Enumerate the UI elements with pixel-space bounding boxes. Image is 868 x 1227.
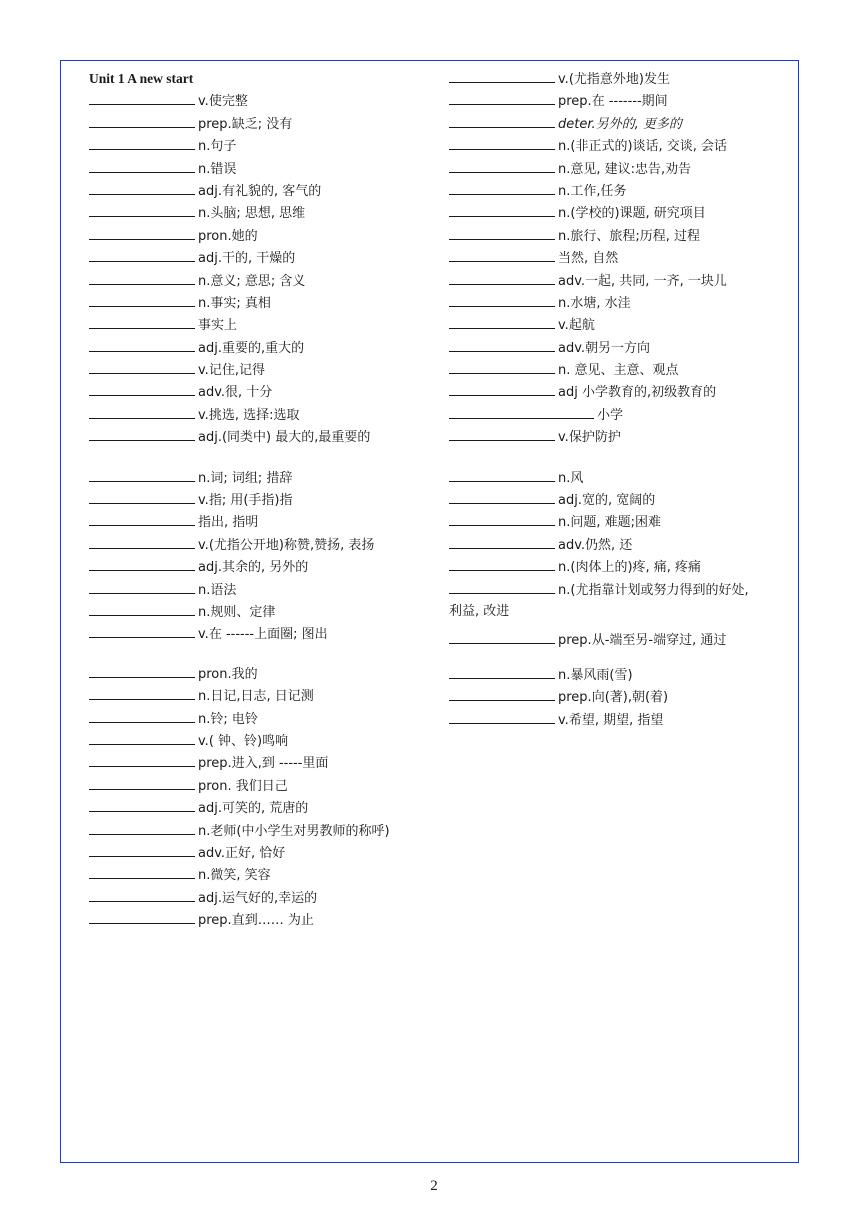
answer-blank[interactable] (89, 797, 195, 812)
answer-blank[interactable] (449, 426, 555, 441)
vocab-row: v.指; 用(手指)指 (89, 489, 434, 511)
answer-blank[interactable] (89, 90, 195, 105)
answer-blank[interactable] (89, 775, 195, 790)
answer-blank[interactable] (89, 359, 195, 374)
vocab-row: v.在 ------上面圈; 图出 (89, 623, 434, 645)
answer-blank[interactable] (89, 820, 195, 835)
vocab-row: 当然, 自然 (449, 247, 794, 269)
vocab-row: prep.向(著),朝(着) (449, 686, 794, 708)
answer-blank[interactable] (89, 909, 195, 924)
vocab-row: adj.宽的, 宽阔的 (449, 489, 794, 511)
vocab-row: v.希望, 期望, 指望 (449, 709, 794, 731)
answer-blank[interactable] (449, 314, 555, 329)
vocab-row: n.意见, 建议:忠告,劝告 (449, 158, 794, 180)
vocab-row: v.保护防护 (449, 426, 794, 448)
vocab-row: prep.进入,到 -----里面 (89, 752, 434, 774)
answer-blank[interactable] (89, 158, 195, 173)
answer-blank[interactable] (89, 887, 195, 902)
vocab-row: v.挑选, 选择:选取 (89, 404, 434, 426)
answer-blank[interactable] (89, 511, 195, 526)
vocab-row: adj.有礼貌的, 客气的 (89, 180, 434, 202)
vocab-row: n.旅行、旅程;历程, 过程 (449, 225, 794, 247)
answer-blank[interactable] (449, 467, 555, 482)
vocab-row: v.(尤指公开地)称赞,赞扬, 表扬 (89, 534, 434, 556)
vocab-row: n.意义; 意思; 含义 (89, 270, 434, 292)
answer-blank[interactable] (89, 556, 195, 571)
vocab-row: adj.运气好的,幸运的 (89, 887, 434, 909)
answer-blank[interactable] (89, 708, 195, 723)
vocab-row: adv.一起, 共同, 一齐, 一块儿 (449, 270, 794, 292)
vocab-row: v.使完整 (89, 90, 434, 112)
answer-blank[interactable] (449, 225, 555, 240)
answer-blank[interactable] (449, 292, 555, 307)
answer-blank[interactable] (89, 270, 195, 285)
answer-blank[interactable] (449, 709, 555, 724)
unit-title: Unit 1 A new start (89, 71, 194, 86)
vocab-row: 小学 (449, 404, 794, 426)
vocab-row: n.工作,任务 (449, 180, 794, 202)
answer-blank[interactable] (449, 511, 555, 526)
vocab-row: v.( 钟、铃)鸣响 (89, 730, 434, 752)
vocab-row: pron.她的 (89, 225, 434, 247)
vocab-row: deter.另外的, 更多的 (449, 113, 794, 135)
vocab-row: prep.在 -------期间 (449, 90, 794, 112)
answer-blank[interactable] (89, 247, 195, 262)
vocab-row: n.事实; 真相 (89, 292, 434, 314)
answer-blank[interactable] (89, 381, 195, 396)
answer-blank[interactable] (89, 404, 195, 419)
vocab-row: 指出, 指明 (89, 511, 434, 533)
vocab-row: adj.干的, 干燥的 (89, 247, 434, 269)
vocab-row: n.微笑, 笑容 (89, 864, 434, 886)
left-column (89, 68, 434, 931)
vocab-row: pron.我的 (89, 663, 434, 685)
answer-blank[interactable] (89, 202, 195, 217)
answer-blank[interactable] (89, 467, 195, 482)
answer-blank[interactable] (449, 534, 555, 549)
answer-blank[interactable] (89, 225, 195, 240)
answer-blank[interactable] (449, 629, 555, 644)
vocab-row: n.错误 (89, 158, 434, 180)
vocab-row: n. 意见、主意、观点 (449, 359, 794, 381)
answer-blank[interactable] (449, 664, 555, 679)
vocab-row: n.(肉体上的)疼, 痛, 疼痛 (449, 556, 794, 578)
vocab-row: v.记住,记得 (89, 359, 434, 381)
vocab-row: n.头脑; 思想, 思维 (89, 202, 434, 224)
answer-blank[interactable] (449, 135, 555, 150)
vocab-row: n.(学校的)课题, 研究项目 (449, 202, 794, 224)
vocab-row: prep.缺乏; 没有 (89, 113, 434, 135)
answer-blank[interactable] (89, 730, 195, 745)
vocab-row: n.暴风雨(雪) (449, 664, 794, 686)
vocab-row: adj 小学教育的,初级教育的 (449, 381, 794, 403)
answer-blank[interactable] (449, 556, 555, 571)
vocab-row: adv.正好, 恰好 (89, 842, 434, 864)
vocab-row: n.老师(中小学生对男教师的称呼) (89, 820, 434, 842)
vocab-row: adj.重要的,重大的 (89, 337, 434, 359)
answer-blank[interactable] (449, 247, 555, 262)
vocab-row: n.句子 (89, 135, 434, 157)
vocab-row: prep.直到…… 为止 (89, 909, 434, 931)
answer-blank[interactable] (89, 601, 195, 616)
answer-blank[interactable] (449, 337, 555, 352)
answer-blank[interactable] (89, 337, 195, 352)
vocab-row: v.(尤指意外地)发生 (449, 68, 794, 90)
vocab-row: 事实上 (89, 314, 434, 336)
answer-blank[interactable] (89, 864, 195, 879)
answer-blank[interactable] (449, 489, 555, 504)
vocab-row: adv.仍然, 还 (449, 534, 794, 556)
answer-blank[interactable] (89, 623, 195, 638)
answer-blank[interactable] (89, 426, 195, 441)
vocab-row: v.起航 (449, 314, 794, 336)
vocab-row: pron. 我们日己 (89, 775, 434, 797)
answer-blank[interactable] (89, 842, 195, 857)
answer-blank[interactable] (449, 270, 555, 285)
answer-blank[interactable] (89, 752, 195, 767)
answer-blank[interactable] (449, 381, 555, 396)
answer-blank[interactable] (89, 113, 195, 128)
answer-blank[interactable] (449, 359, 555, 374)
vocab-row: n.规则、定律 (89, 601, 434, 623)
answer-blank[interactable] (89, 489, 195, 504)
answer-blank[interactable] (89, 314, 195, 329)
answer-blank[interactable] (449, 68, 555, 83)
answer-blank[interactable] (89, 180, 195, 195)
vocab-row: n.铃; 电铃 (89, 708, 434, 730)
answer-blank[interactable] (449, 90, 555, 105)
answer-blank[interactable] (449, 180, 555, 195)
answer-blank[interactable] (449, 202, 555, 217)
answer-blank[interactable] (449, 686, 555, 701)
vocab-row: n.日记,日志, 日记测 (89, 685, 434, 707)
vocab-row: adv.很, 十分 (89, 381, 434, 403)
answer-blank[interactable] (449, 579, 555, 594)
answer-blank[interactable] (449, 158, 555, 173)
answer-blank[interactable] (89, 579, 195, 594)
answer-blank[interactable] (89, 685, 195, 700)
answer-blank[interactable] (89, 135, 195, 150)
answer-blank[interactable] (89, 292, 195, 307)
right-column (449, 68, 794, 731)
answer-blank[interactable] (449, 404, 594, 419)
answer-blank[interactable] (449, 113, 555, 128)
vocab-row: adj.其余的, 另外的 (89, 556, 434, 578)
vocab-row: n.语法 (89, 579, 434, 601)
vocab-row: n.问题, 难题;困难 (449, 511, 794, 533)
vocab-row: prep.从-端至另-端穿过, 通过 (449, 629, 794, 651)
vocab-row: n.(尤指靠计划或努力得到的好处, (449, 579, 794, 601)
vocab-row: n.(非正式的)谈话, 交谈, 会话 (449, 135, 794, 157)
vocab-row: n.水塘, 水洼 (449, 292, 794, 314)
answer-blank[interactable] (89, 534, 195, 549)
vocab-row: adv.朝另一方向 (449, 337, 794, 359)
vocab-row: adj.可笑的, 荒唐的 (89, 797, 434, 819)
page-number: 2 (430, 1178, 438, 1194)
vocab-row: adj.(同类中) 最大的,最重要的 (89, 426, 434, 448)
vocab-row-continuation: 利益, 改进 (449, 603, 510, 619)
vocab-row: n.词; 词组; 措辞 (89, 467, 434, 489)
vocab-row: n.风 (449, 467, 794, 489)
answer-blank[interactable] (89, 663, 195, 678)
